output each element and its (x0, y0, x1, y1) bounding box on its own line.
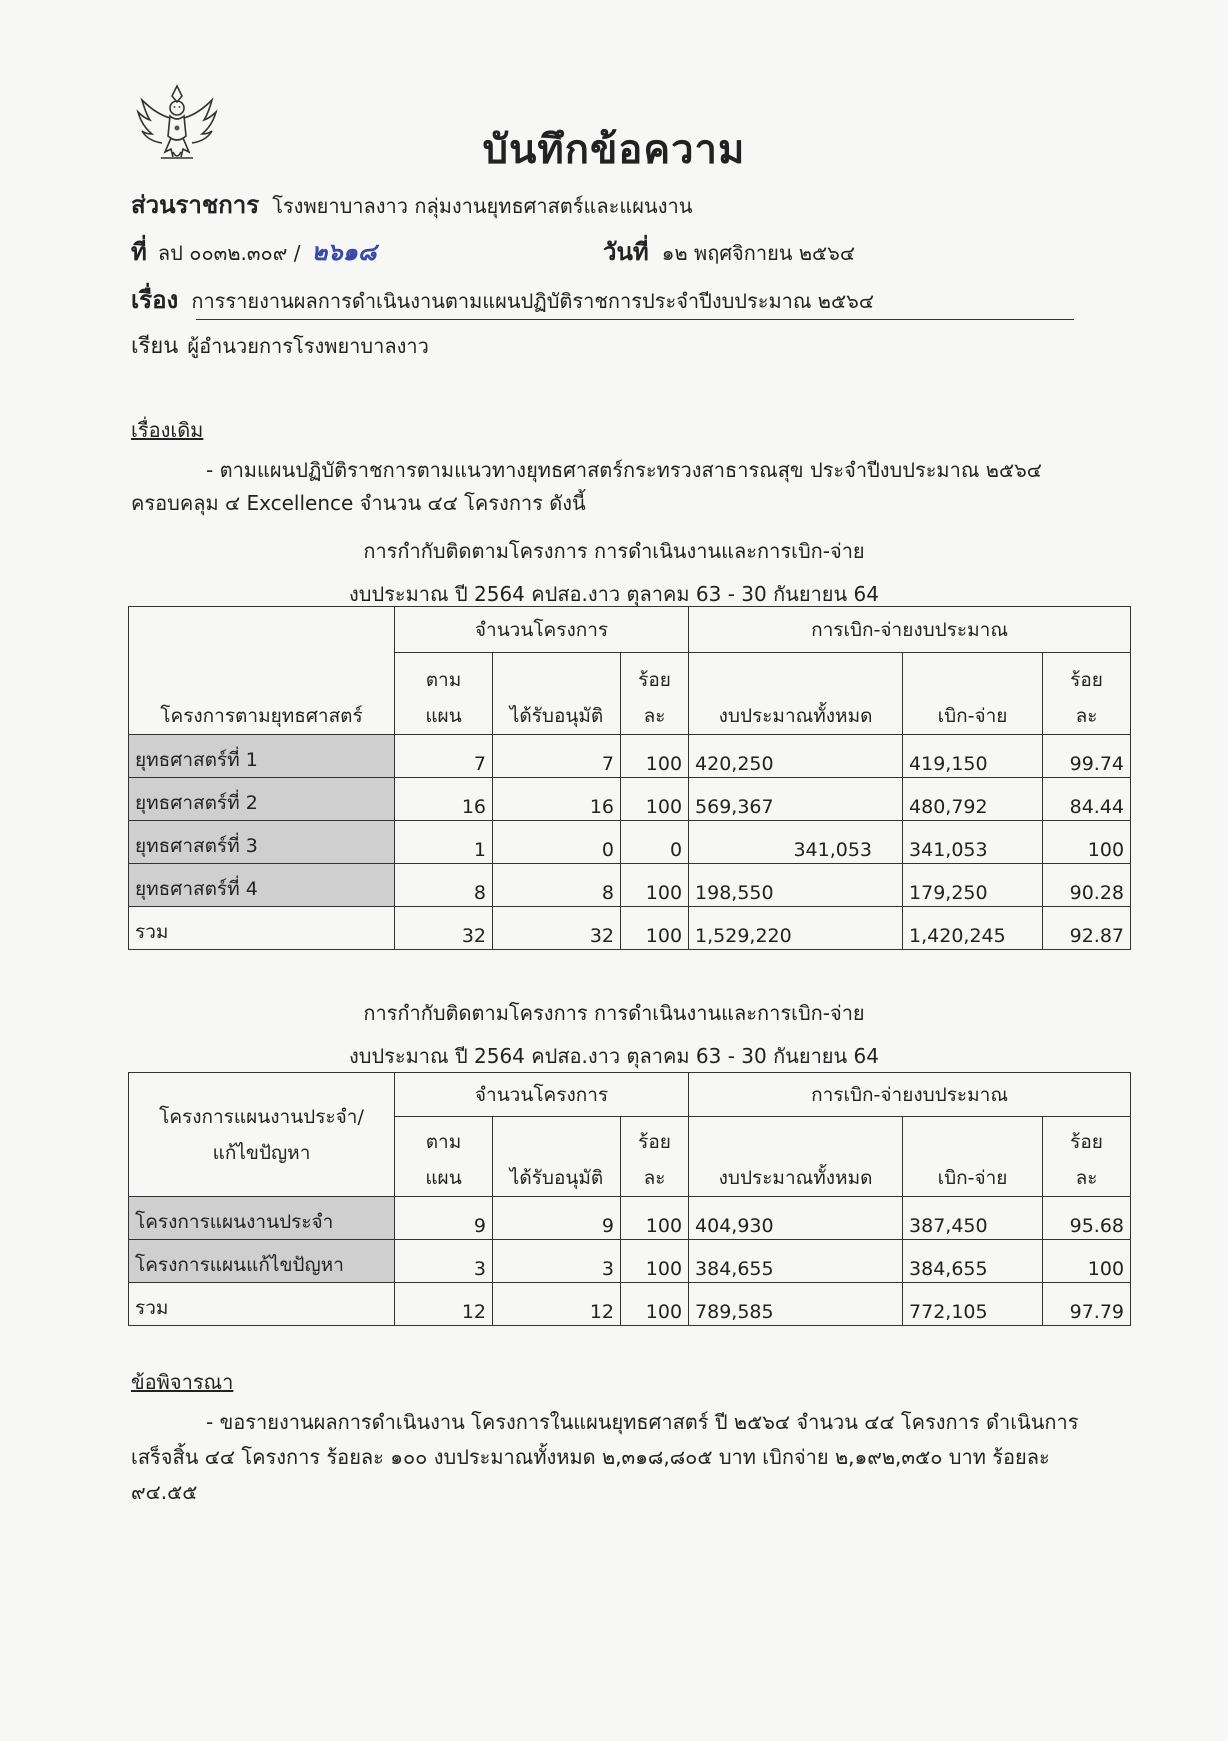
row-plan: 8 (395, 864, 493, 907)
total-budget: 789,585 (689, 1283, 903, 1326)
table2-title-line-1: การกำกับติดตามโครงการ การดำเนินงานและการเบิก-จ่าย (363, 1001, 865, 1025)
table1-header-percent-line-2: ละ (643, 705, 666, 727)
table1-title-line-2: งบประมาณ ปี 2564 คปสอ.งาว ตุลาคม 63 - 30 กันยายน 64 (348, 582, 880, 606)
total-approved: 12 (493, 1283, 621, 1326)
reference-label: ที่ (131, 238, 147, 266)
date-line (603, 232, 855, 271)
row-percent: 0 (621, 821, 689, 864)
row-disbursed-percent: 99.74 (1043, 735, 1131, 778)
table-row (129, 1240, 1131, 1283)
total-percent: 100 (621, 1283, 689, 1326)
table-total-row (129, 907, 1131, 950)
row-disbursed-percent: 100 (1043, 1240, 1131, 1283)
total-label: รวม (129, 907, 395, 950)
row-disbursed: 419,150 (903, 735, 1043, 778)
consideration-heading: ข้อพิจารณา (131, 1370, 234, 1394)
row-disbursed: 179,250 (903, 864, 1043, 907)
table2-header-disbursed: เบิก-จ่าย (903, 1117, 1043, 1197)
row-plan: 7 (395, 735, 493, 778)
total-approved: 32 (493, 907, 621, 950)
table1-header-plan-line-2: แผน (425, 705, 462, 727)
table-row (129, 821, 1131, 864)
table2-header-plan-line-2: แผน (425, 1167, 462, 1189)
table-row (129, 1197, 1131, 1240)
table1-header-disbursed-percent-line-2: ละ (1075, 705, 1098, 727)
row-disbursed: 384,655 (903, 1240, 1043, 1283)
total-disbursed-percent: 92.87 (1043, 907, 1131, 950)
subject-underline (196, 319, 1074, 320)
row-name: โครงการแผนแก้ไขปัญหา (129, 1240, 395, 1283)
row-disbursed-percent: 90.28 (1043, 864, 1131, 907)
table1-header-total-budget: งบประมาณทั้งหมด (689, 653, 903, 735)
row-approved: 16 (493, 778, 621, 821)
row-percent: 100 (621, 864, 689, 907)
total-plan: 32 (395, 907, 493, 950)
row-total-budget: 420,250 (689, 735, 903, 778)
total-disbursed: 772,105 (903, 1283, 1043, 1326)
table2-header-disbursed-percent-line-1: ร้อย (1070, 1131, 1103, 1153)
table2-header-plan-line-1: ตาม (425, 1131, 462, 1153)
table2-header-disbursed-percent (1043, 1117, 1131, 1197)
table1-header-percent (621, 653, 689, 735)
background-line-1: - ตามแผนปฏิบัติราชการตามแนวทางยุทธศาสตร์กระทรวงสาธารณสุข ประจำปีงบประมาณ ๒๕๖๔ (206, 458, 1042, 482)
routine-projects-table (128, 1072, 1131, 1326)
consideration-line-3: ๙๔.๕๕ (131, 1480, 198, 1504)
total-plan: 12 (395, 1283, 493, 1326)
table-row (129, 735, 1131, 778)
table2-title-line-2: งบประมาณ ปี 2564 คปสอ.งาว ตุลาคม 63 - 30 กันยายน 64 (348, 1044, 880, 1068)
row-approved: 9 (493, 1197, 621, 1240)
background-heading: เรื่องเดิม (131, 418, 204, 442)
consideration-line-1: - ขอรายงานผลการดำเนินงาน โครงการในแผนยุทธศาสตร์ ปี ๒๕๖๔ จำนวน ๔๔ โครงการ ดำเนินการ (206, 1410, 1079, 1434)
table-row (129, 864, 1131, 907)
addressee-line (131, 328, 429, 363)
table1-header-plan-line-1: ตาม (425, 669, 462, 691)
total-disbursed: 1,420,245 (903, 907, 1043, 950)
table2-header-percent-line-2: ละ (643, 1167, 666, 1189)
row-approved: 0 (493, 821, 621, 864)
row-total-budget: 569,367 (689, 778, 903, 821)
table1-header-disbursed-percent-line-1: ร้อย (1070, 669, 1103, 691)
handwritten-reference: ๒๖๑๘ (311, 238, 377, 266)
row-disbursed-percent: 84.44 (1043, 778, 1131, 821)
table1-header-budget-group: การเบิก-จ่ายงบประมาณ (689, 607, 1131, 653)
table2-header-count-group: จำนวนโครงการ (395, 1073, 689, 1117)
row-percent: 100 (621, 1240, 689, 1283)
table1-header-project: โครงการตามยุทธศาสตร์ (129, 607, 395, 735)
agency-label: ส่วนราชการ (131, 191, 260, 219)
row-name: ยุทธศาสตร์ที่ 1 (129, 735, 395, 778)
row-percent: 100 (621, 1197, 689, 1240)
total-budget: 1,529,220 (689, 907, 903, 950)
table2-header-budget-group: การเบิก-จ่ายงบประมาณ (689, 1073, 1131, 1117)
total-percent: 100 (621, 907, 689, 950)
agency-line (131, 185, 692, 224)
row-total-budget: 198,550 (689, 864, 903, 907)
agency-value: โรงพยาบาลงาว กลุ่มงานยุทธศาสตร์และแผนงาน (272, 194, 693, 218)
row-disbursed: 387,450 (903, 1197, 1043, 1240)
row-plan: 9 (395, 1197, 493, 1240)
table2-header-approved: ได้รับอนุมัติ (493, 1117, 621, 1197)
row-approved: 7 (493, 735, 621, 778)
reference-number: ลป ๐๐๓๒.๓๐๙ / (157, 241, 301, 265)
row-name: โครงการแผนงานประจำ (129, 1197, 395, 1240)
row-total-budget: 384,655 (689, 1240, 903, 1283)
row-percent: 100 (621, 735, 689, 778)
table2-header-plan (395, 1117, 493, 1197)
row-disbursed-percent: 95.68 (1043, 1197, 1131, 1240)
row-total-budget: 341,053 (689, 821, 903, 864)
total-label: รวม (129, 1283, 395, 1326)
table1-title-line-1: การกำกับติดตามโครงการ การดำเนินงานและการเบิก-จ่าย (363, 539, 865, 563)
addressee-value: ผู้อำนวยการโรงพยาบาลงาว (187, 334, 429, 358)
strategy-projects-table (128, 606, 1131, 950)
subject-label: เรื่อง (131, 286, 179, 314)
row-plan: 3 (395, 1240, 493, 1283)
row-name: ยุทธศาสตร์ที่ 2 (129, 778, 395, 821)
row-disbursed-percent: 100 (1043, 821, 1131, 864)
table2-header-project-line-1: โครงการแผนงานประจำ/ (159, 1105, 364, 1128)
date-label: วันที่ (603, 238, 649, 266)
row-percent: 100 (621, 778, 689, 821)
row-plan: 16 (395, 778, 493, 821)
reference-line (131, 232, 376, 271)
row-approved: 3 (493, 1240, 621, 1283)
background-line-2: ครอบคลุม ๔ Excellence จำนวน ๔๔ โครงการ ดังนี้ (131, 491, 586, 515)
addressee-label: เรียน (131, 334, 179, 359)
table2-header-project-line-2: แก้ไขปัญหา (212, 1141, 311, 1164)
table-row (129, 778, 1131, 821)
row-disbursed: 480,792 (903, 778, 1043, 821)
table2-header-project (129, 1073, 395, 1197)
table2-header-percent (621, 1117, 689, 1197)
table2-header-disbursed-percent-line-2: ละ (1075, 1167, 1098, 1189)
table1-header-percent-line-1: ร้อย (638, 669, 671, 691)
row-name: ยุทธศาสตร์ที่ 3 (129, 821, 395, 864)
table2-header-percent-line-1: ร้อย (638, 1131, 671, 1153)
total-disbursed-percent: 97.79 (1043, 1283, 1131, 1326)
table1-header-plan (395, 653, 493, 735)
row-name: ยุทธศาสตร์ที่ 4 (129, 864, 395, 907)
row-total-budget: 404,930 (689, 1197, 903, 1240)
memo-title: บันทึกข้อความ (482, 127, 746, 173)
date-value: ๑๒ พฤศจิกายน ๒๕๖๔ (661, 241, 855, 265)
table1-header-disbursed: เบิก-จ่าย (903, 653, 1043, 735)
table2-header-total-budget: งบประมาณทั้งหมด (689, 1117, 903, 1197)
row-approved: 8 (493, 864, 621, 907)
subject-value: การรายงานผลการดำเนินงานตามแผนปฏิบัติราชการประจำปีงบประมาณ ๒๕๖๔ (191, 289, 874, 313)
row-plan: 1 (395, 821, 493, 864)
table1-header-approved: ได้รับอนุมัติ (493, 653, 621, 735)
table1-header-disbursed-percent (1043, 653, 1131, 735)
table-total-row (129, 1283, 1131, 1326)
row-disbursed: 341,053 (903, 821, 1043, 864)
subject-line (131, 280, 874, 319)
table1-header-count-group: จำนวนโครงการ (395, 607, 689, 653)
consideration-line-2: เสร็จสิ้น ๔๔ โครงการ ร้อยละ ๑๐๐ งบประมาณทั้งหมด ๒,๓๑๘,๘๐๕ บาท เบิกจ่าย ๒,๑๙๒,๓๕๐ บาท ร้อยละ (131, 1445, 1050, 1469)
